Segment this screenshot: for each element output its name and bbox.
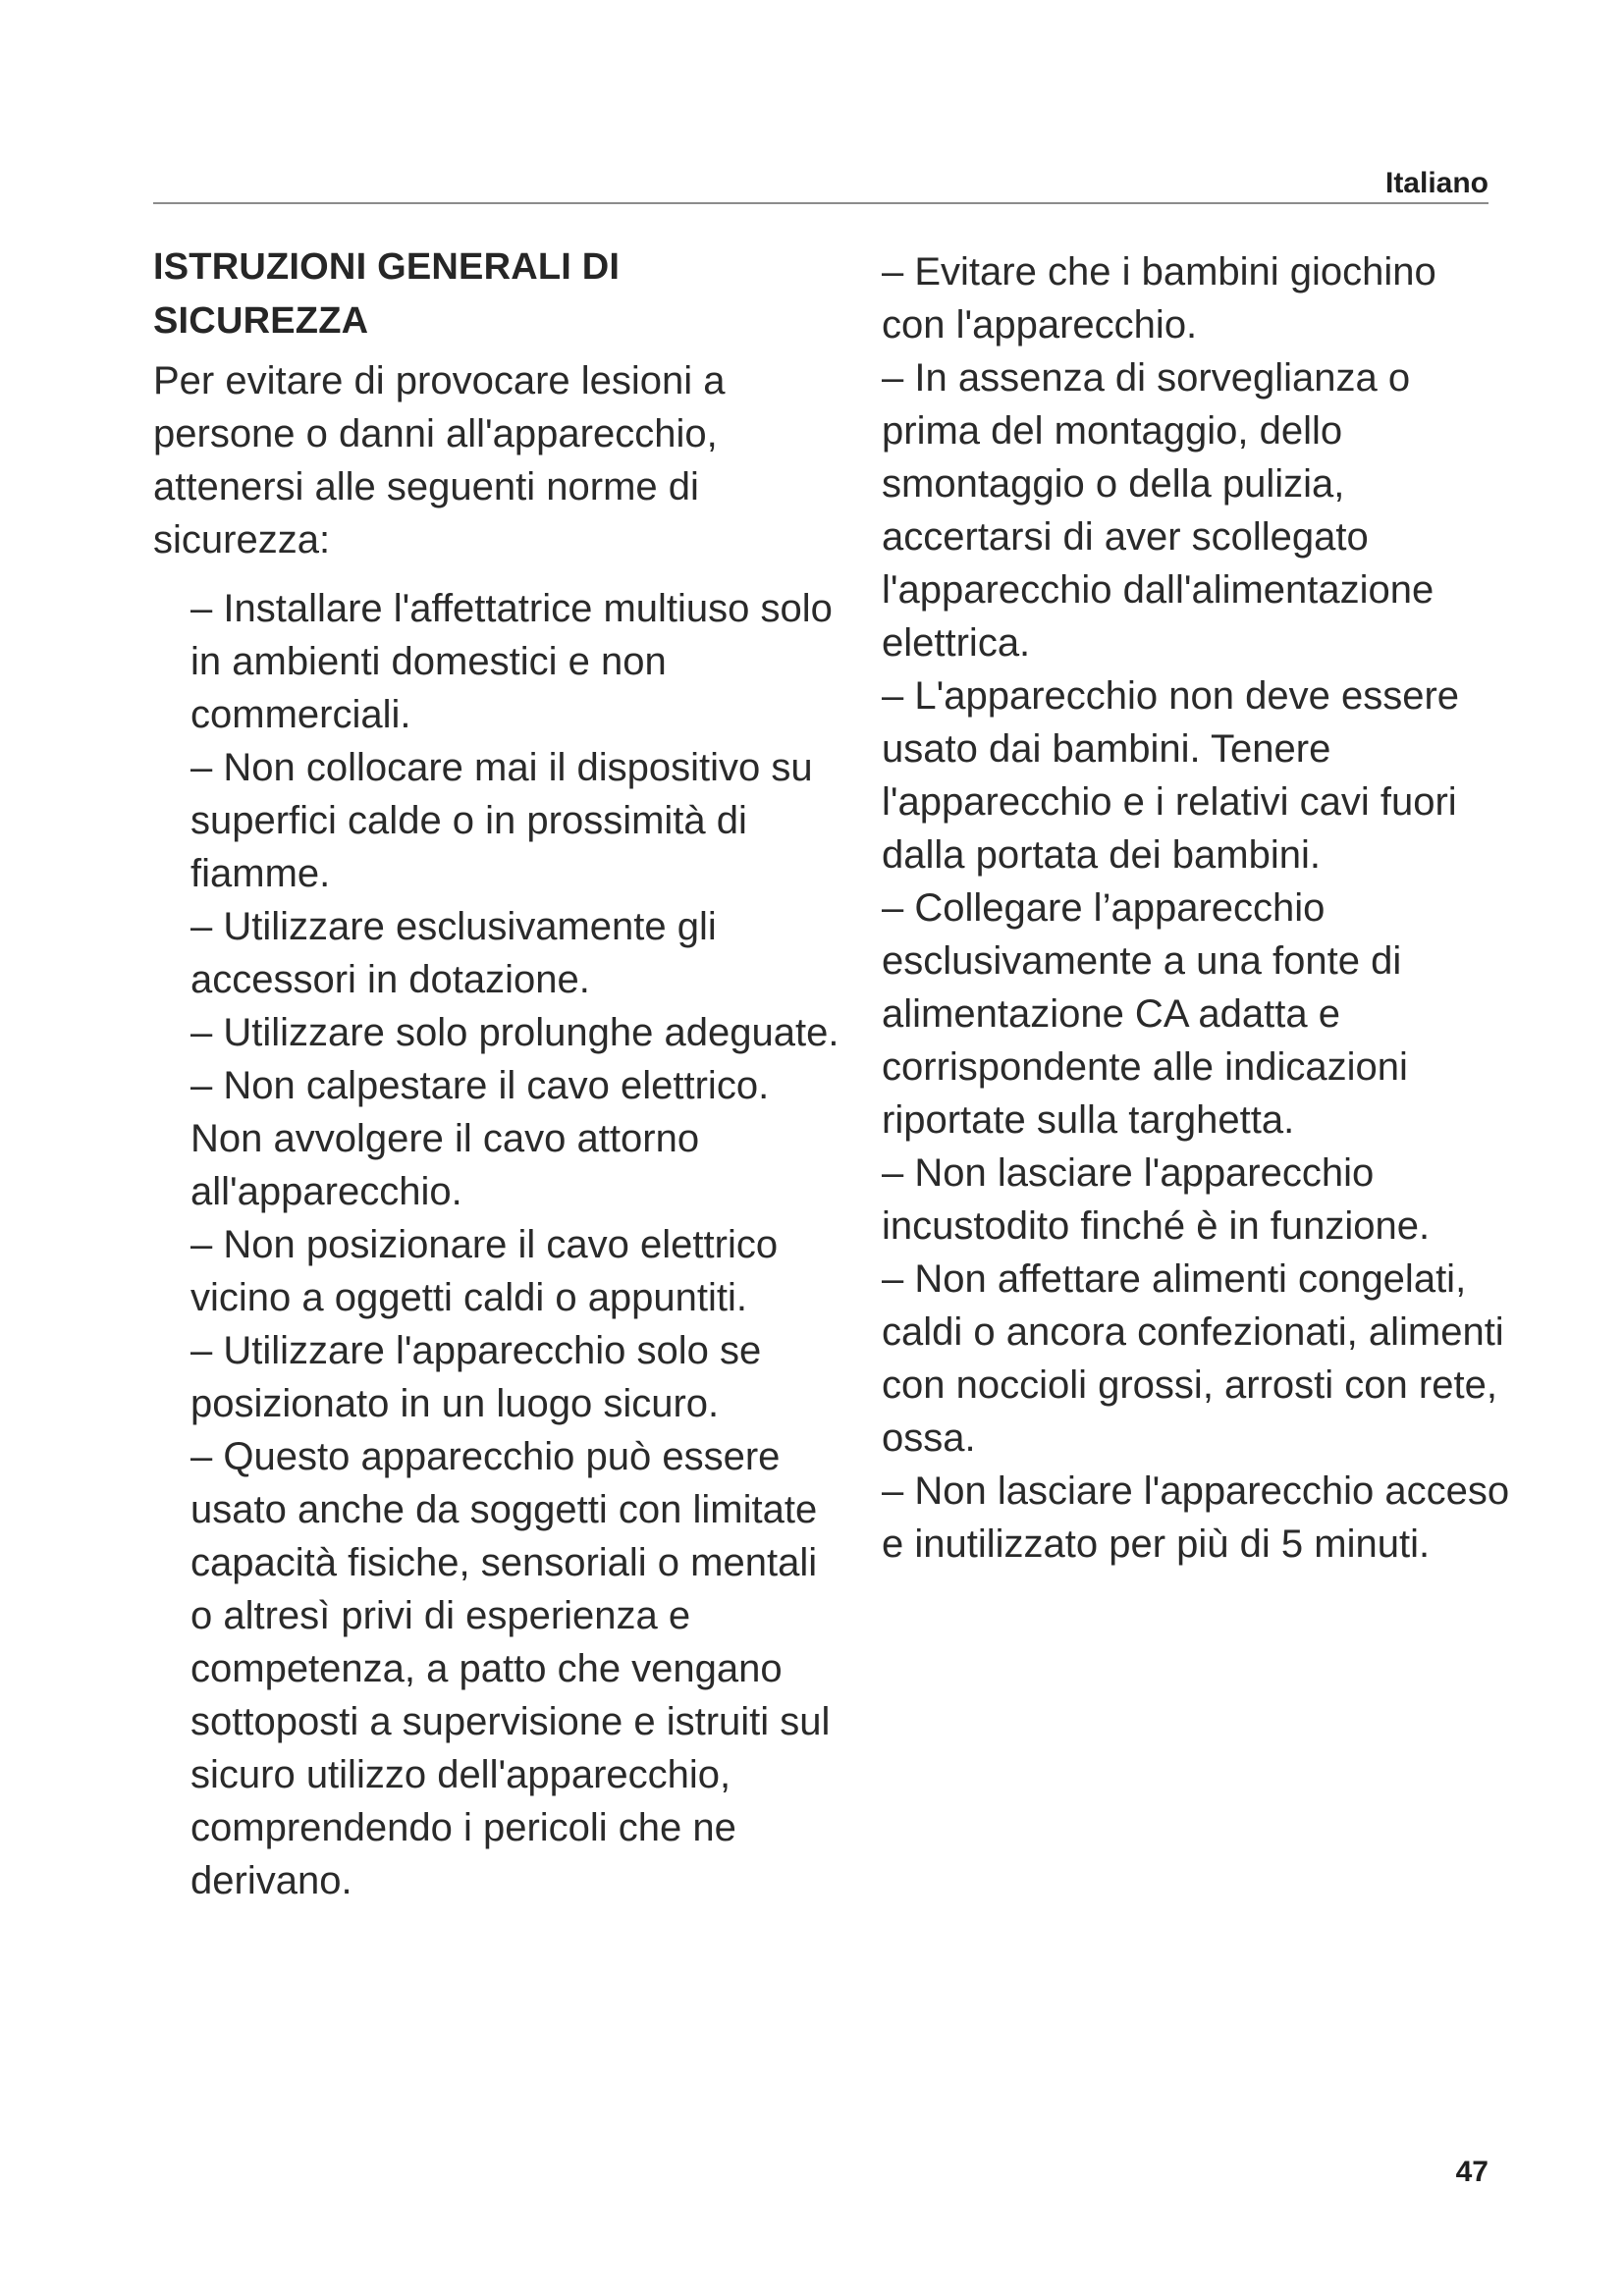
section-title: ISTRUZIONI GENERALI DI SICUREZZA [153,246,621,342]
list-item: – Non posizionare il cavo elettrico vicino a oggetti caldi o appuntiti. [190,1223,779,1319]
list-item: – Utilizzare l'apparecchio solo se posizionato in un luogo sicuro. [190,1329,762,1425]
right-safety-list [882,245,1510,1571]
intro-paragraph: Per evitare di provocare lesioni a persone o danni all'apparecchio, attenersi alle seguenti norme di sicurezza: [153,359,726,561]
list-item: – Non collocare mai il dispositivo su superfici calde o in prossimità di fiamme. [190,746,813,895]
list-item: – Non lasciare l'apparecchio incustodito finché è in funzione. [882,1151,1431,1248]
page-number: 47 [1455,2156,1489,2188]
list-item: – Installare l'affettatrice multiuso solo in ambienti domestici e non commerciali. [190,587,833,736]
left-column [153,240,840,1907]
language-label: Italiano [1384,167,1489,199]
header-divider [153,202,1489,204]
list-item: – Utilizzare solo prolunghe adeguate. [190,1011,839,1054]
right-column [882,245,1510,1571]
list-item: – L'apparecchio non deve essere usato dai bambini. Tenere l'apparecchio e i relativi cavi fuori dalla portata dei bambini. [882,674,1460,877]
list-item: – Collegare l’apparecchio esclusivamente a una fonte di alimentazione CA adatta e corrispondente alle indicazioni riportate sulla targhetta. [882,886,1408,1142]
list-item: – Non calpestare il cavo elettrico. Non avvolgere il cavo attorno all'apparecchio. [190,1064,770,1213]
list-item: – Questo apparecchio può essere usato anche da soggetti con limitate capacità fisiche, sensoriali o mentali o altresì privi di esperienza e competenza, a patto che vengano sottoposti a supervisione e istruiti sul sicuro utilizzo dell'apparecchio, comprendendo i pericoli che ne derivano. [190,1435,831,1902]
list-item: – Utilizzare esclusivamente gli accessori in dotazione. [190,905,717,1001]
list-item: – Non affettare alimenti congelati, caldi o ancora confezionati, alimenti con noccioli grossi, arrosti con rete, ossa. [882,1257,1504,1460]
list-item: – In assenza di sorveglianza o prima del montaggio, dello smontaggio o della pulizia, accertarsi di aver scollegato l'apparecchio dall'alimentazione elettrica. [882,356,1435,665]
list-item: – Evitare che i bambini giochino con l'apparecchio. [882,250,1436,347]
list-item: – Non lasciare l'apparecchio acceso e inutilizzato per più di 5 minuti. [882,1469,1510,1566]
left-safety-list [153,582,840,1907]
